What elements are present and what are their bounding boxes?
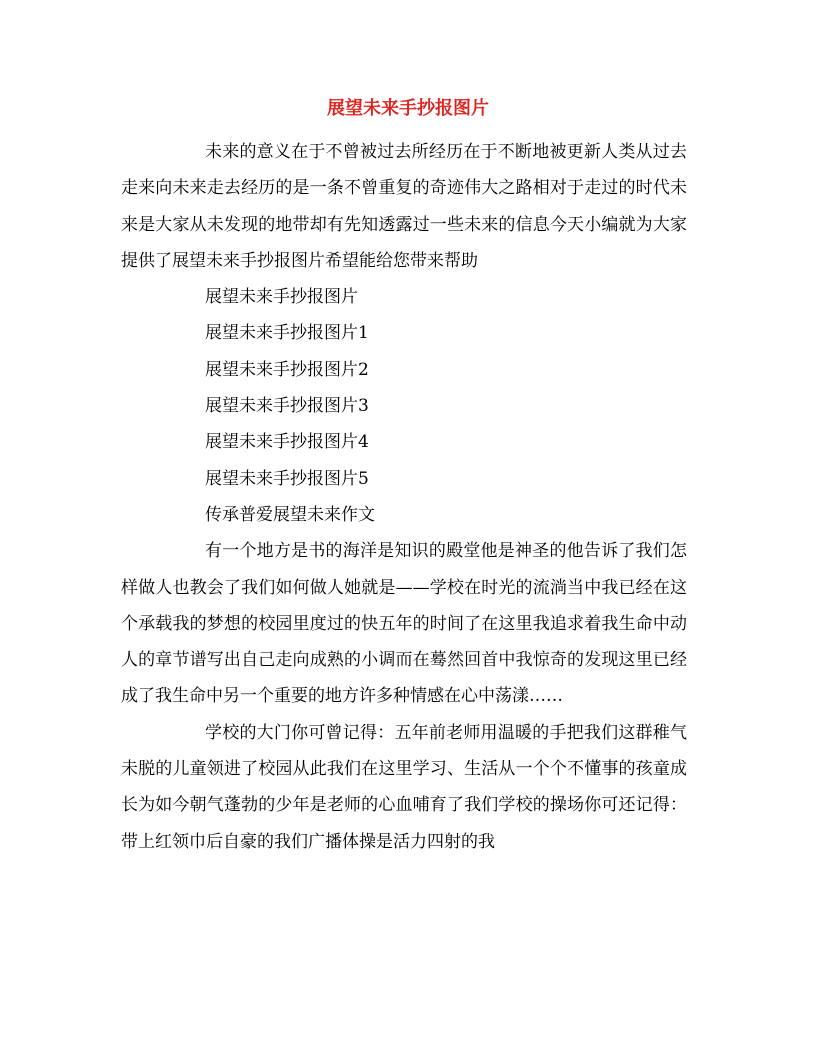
list-item: 展望未来手抄报图片1: [205, 323, 369, 344]
list-item: 展望未来手抄报图片2: [205, 359, 369, 380]
list-item: 展望未来手抄报图片: [205, 287, 358, 308]
list-item: 传承普爱展望未来作文: [205, 504, 375, 525]
body-paragraph: 学校的大门你可曾记得：五年前老师用温暖的手把我们这群稚气未脱的儿童领进了校园从此我们在这里学习、生活从一个个不懂事的孩童成长为如今朝气蓬勃的少年是老师的心血哺育了我们学校的操场你可还记得：带上红领巾后自豪的我们广播体操是活力四射的我: [121, 722, 687, 852]
list-item: 展望未来手抄报图片4: [205, 432, 369, 453]
list-item: 展望未来手抄报图片3: [205, 396, 369, 417]
body-paragraph: 有一个地方是书的海洋是知识的殿堂他是神圣的他告诉了我们怎样做人也教会了我们如何做人她就是——学校在时光的流淌当中我已经在这个承载我的梦想的校园里度过的快五年的时间了在这里我追求着我生命中动人的章节谱写出自己走向成熟的小调而在蓦然回首中我惊奇的发现这里已经成了我生命中另一个重要的地方许多种情感在心中荡漾……: [121, 541, 687, 707]
intro-paragraph: 未来的意义在于不曾被过去所经历在于不断地被更新人类从过去走来向未来走去经历的是一条不曾重复的奇迹伟大之路相对于走过的时代未来是大家从未发现的地带却有先知透露过一些未来的信息今天小编就为大家提供了展望未来手抄报图片希望能给您带来帮助: [121, 142, 687, 271]
document-title: 展望未来手抄报图片: [327, 98, 489, 119]
document-body: [121, 134, 687, 860]
list-item: 展望未来手抄报图片5: [205, 468, 369, 489]
